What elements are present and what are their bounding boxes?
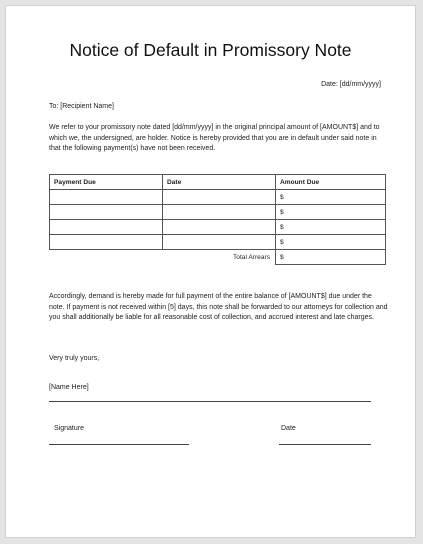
total-arrears-value: $ [276,250,386,265]
payment-due-cell [50,190,163,205]
amount-cell: $ [276,190,386,205]
recipient-line: To: [Recipient Name] [49,103,114,110]
signature-label: Signature [54,425,84,432]
total-row [50,250,386,265]
amount-cell: $ [276,205,386,220]
amount-cell: $ [276,235,386,250]
date-cell [163,220,276,235]
header-date: Date [163,175,276,190]
payment-due-cell [50,235,163,250]
date-cell [163,205,276,220]
name-underline [49,401,371,402]
amount-cell: $ [276,220,386,235]
date-line: Date: [dd/mm/yyyy] [321,81,381,88]
closing-line: Very truly yours, [49,355,100,362]
table-row [50,205,386,220]
header-payment-due: Payment Due [50,175,163,190]
payment-due-cell [50,205,163,220]
document-title: Notice of Default in Promissory Note [69,40,352,60]
date-signature-line [279,444,371,445]
demand-paragraph: Accordingly, demand is hereby made for full payment of the entire balance of [AMOUNT$] due under the note. If payment is not received within [5] days, this note shall be forwarded to our attorneys for collection and you shall additionally be liable for all reasonable cost of collection, and accrued interest and late charges. [49,293,388,322]
document-page [5,5,416,538]
header-amount-due: Amount Due [276,175,386,190]
table-row [50,190,386,205]
table-header-row [50,175,386,190]
table-row [50,235,386,250]
name-placeholder: [Name Here] [49,384,89,391]
date-cell [163,190,276,205]
payments-table [49,174,386,265]
table-row [50,220,386,235]
intro-paragraph: We refer to your promissory note dated [dd/mm/yyyy] in the original principal amount of [AMOUNT$] and to which we, the undersigned, are holder. Notice is hereby provided that you are in default under said note in that the following payment(s) have not been received. [49,124,380,153]
payment-due-cell [50,220,163,235]
total-spacer [50,250,163,265]
date-label: Date [281,425,296,432]
total-arrears-label: Total Arrears [232,253,270,261]
date-cell [163,235,276,250]
signature-line [49,444,189,445]
